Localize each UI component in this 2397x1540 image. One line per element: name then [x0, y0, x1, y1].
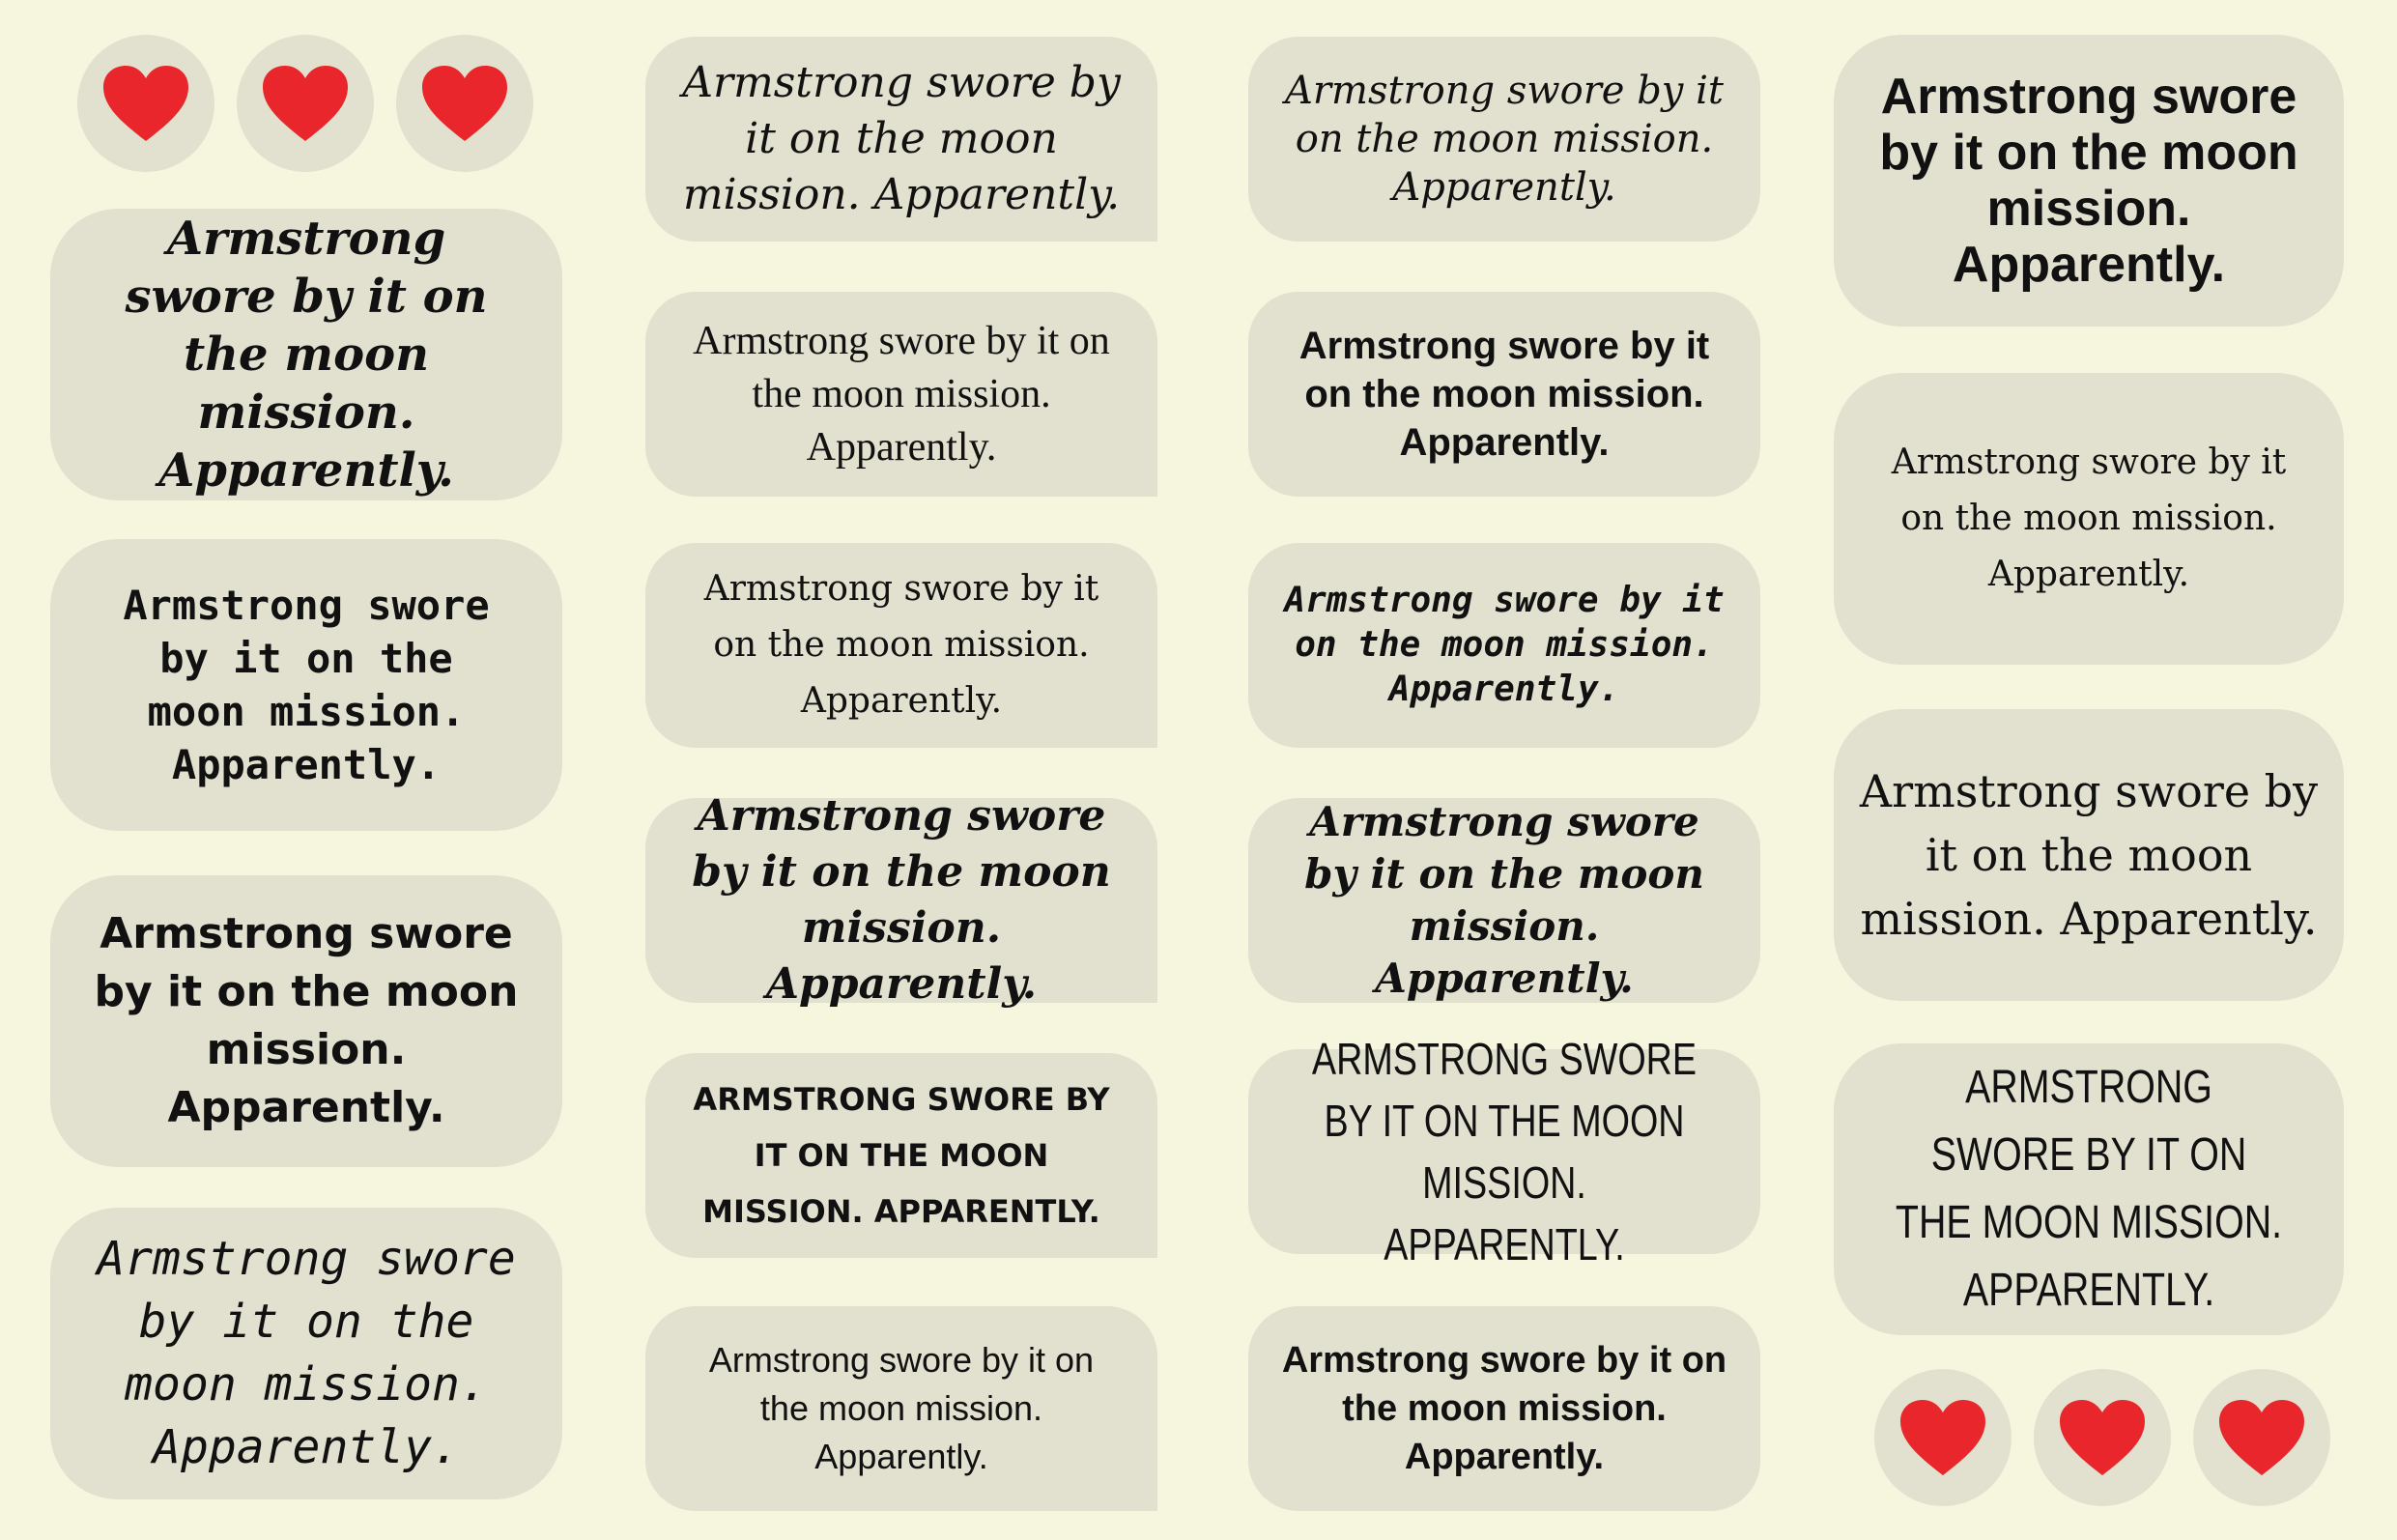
- heart-icon: [101, 64, 190, 143]
- sticker-text: Armstrong swore by it on the moon mission. Apparently.: [1284, 581, 1725, 709]
- sticker-serif: [645, 292, 1157, 497]
- heart-badge: [77, 35, 214, 172]
- sticker-text: Armstrong swore by it on the moon mission. Apparently.: [125, 212, 488, 498]
- sticker-decorative: [1840, 715, 2338, 995]
- heart-badge: [237, 35, 374, 172]
- heart-badge: [1874, 1369, 2012, 1506]
- sticker-light: [1840, 379, 2338, 659]
- sticker-text: Armstrong swore by it on the moon mission. Apparently.: [703, 569, 1099, 721]
- heart-icon: [2058, 1398, 2147, 1477]
- sticker-serif-italic: [645, 37, 1157, 242]
- sticker-text: Armstrong swore by it on the moon mission. Apparently.: [1304, 798, 1704, 1002]
- sticker-text: ARMSTRONG SWORE BY IT ON THE MOON MISSION. APPARENTLY.: [1895, 1062, 2283, 1316]
- sticker-sans-bold: [1248, 292, 1760, 497]
- sticker-hand: [645, 1306, 1157, 1511]
- sticker-text: Armstrong swore by it on the moon mission. Apparently.: [708, 1340, 1095, 1476]
- heart-icon: [1898, 1398, 1987, 1477]
- sticker-text: Armstrong swore by it on the moon mission. Apparently.: [682, 58, 1121, 219]
- heart-badge: [2193, 1369, 2330, 1506]
- heart-badge: [396, 35, 533, 172]
- sticker-text: Armstrong swore by it on the moon mission. Apparently.: [123, 582, 490, 788]
- sticker-text: ARMSTRONG SWORE BY IT ON THE MOON MISSION. APPARENTLY.: [693, 1081, 1110, 1230]
- sticker-mono-italic: [56, 1213, 556, 1494]
- sticker-text: Armstrong swore by it on the moon mission. Apparently.: [1879, 69, 2298, 293]
- sticker-heavy: [56, 881, 556, 1161]
- heart-icon: [2217, 1398, 2306, 1477]
- sticker-text: ARMSTRONG SWORE BY IT ON THE MOON MISSION. APPARENTLY.: [1311, 1034, 1698, 1269]
- sticker-mono: [56, 545, 556, 825]
- sticker-text: Armstrong swore by it on the moon mission. Apparently.: [1285, 69, 1724, 210]
- sticker-script: [56, 212, 556, 498]
- sticker-text: Armstrong swore by it on the moon mission. Apparently.: [1281, 1340, 1727, 1477]
- sticker-distressed: [1248, 37, 1760, 242]
- sticker-text: Armstrong swore by it on the moon mission. Apparently.: [97, 1232, 516, 1474]
- sticker-text: Armstrong swore by it on the moon mission. Apparently.: [1859, 765, 2319, 945]
- sticker-text: Armstrong swore by it on the moon mission. Apparently.: [1298, 325, 1710, 464]
- sticker-script-2: [1248, 798, 1760, 1003]
- heart-icon: [261, 64, 350, 143]
- sticker-mono-bold-italic: [1248, 543, 1760, 748]
- sticker-caps: [645, 1053, 1157, 1258]
- sticker-text: Armstrong swore by it on the moon mission. Apparently.: [693, 318, 1110, 470]
- sticker-text: Armstrong swore by it on the moon mission. Apparently.: [692, 791, 1111, 1009]
- sticker-brush-script: [645, 791, 1157, 1009]
- sticker-text: Armstrong swore by it on the moon mission. Apparently.: [1891, 442, 2287, 594]
- heart-badge: [2034, 1369, 2171, 1506]
- sticker-text: Armstrong swore by it on the moon mission. Apparently.: [94, 909, 519, 1132]
- sticker-condensed-caps: [1840, 1049, 2338, 1329]
- sticker-light-serif: [645, 543, 1157, 748]
- sticker-sans-medium: [1248, 1306, 1760, 1511]
- sticker-bold-large: [1840, 41, 2338, 321]
- heart-icon: [420, 64, 509, 143]
- sticker-condensed: [1248, 1034, 1760, 1269]
